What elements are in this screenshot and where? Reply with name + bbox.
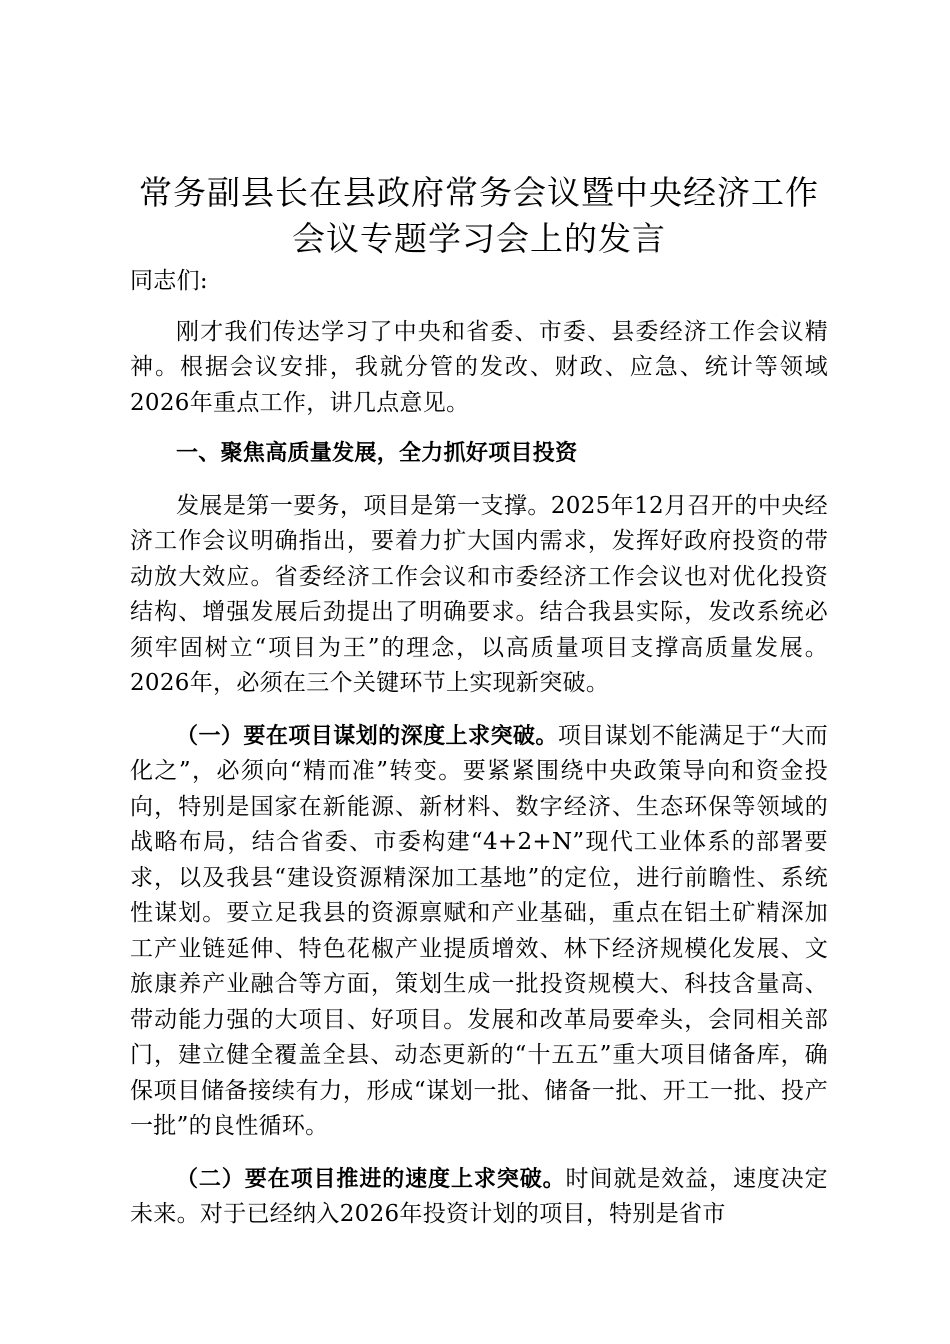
subsection-2-text: 时间就是效益，速度决定未来。对于已经纳入2026年投资计划的项目，特别是省市 [130, 1165, 828, 1227]
section-1-paragraph: 发展是第一要务，项目是第一支撑。2025年12月召开的中央经济工作会议明确指出，要着力扩大国内需求，发挥好政府投资的带动放大效应。省委经济工作会议和市委经济工作会议也对优化投资结构、增强发展后劲提出了明确要求。结合我县实际，发改系统必须牢固树立“项目为王”的理念，以高质量项目支撑高质量发展。2026年，必须在三个关键环节上实现新突破。 [130, 492, 828, 696]
subsection-1-text: 项目谋划不能满足于“大而化之”，必须向“精而准”转变。要紧紧围绕中央政策导向和资金投向，特别是国家在新能源、新材料、数字经济、生态环保等领域的战略布局，结合省委、市委构建“4+2+N”现代工业体系的部署要求，以及我县“建设资源精深加工基地”的定位，进行前瞻性、系统性谋划。要立足我县的资源禀赋和产业基础，重点在铝土矿精深加工产业链延伸、特色花椒产业提质增效、林下经济规模化发展、文旅康养产业融合等方面，策划生成一批投资规模大、科技含量高、带动能力强的大项目、好项目。发展和改革局要牵头，会同相关部门，建立健全覆盖全县、动态更新的“十五五”重大项目储备库，确保项目储备接续有力，形成“谋划一批、储备一批、开工一批、投产一批”的良性循环。 [130, 722, 828, 1139]
salutation: 同志们: [130, 268, 208, 294]
title-line-2: 会议专题学习会上的发言 [292, 219, 666, 258]
subsection-1-paragraph [130, 719, 828, 1145]
intro-paragraph: 刚才我们传达学习了中央和省委、市委、县委经济工作会议精神。根据会议安排，我就分管的发改、财政、应急、统计等领域2026年重点工作，讲几点意见。 [130, 318, 828, 416]
section-1-heading: 一、聚焦高质量发展，全力抓好项目投资 [176, 441, 578, 466]
document-title [130, 170, 828, 262]
subsection-2-paragraph [130, 1162, 828, 1233]
title-line-1: 常务副县长在县政府常务会议暨中央经济工作 [139, 173, 819, 212]
subsection-2-heading: （二）要在项目推进的速度上求突破。 [176, 1166, 566, 1192]
document-page [130, 170, 828, 1233]
subsection-1-heading: （一）要在项目谋划的深度上求突破。 [176, 723, 558, 749]
